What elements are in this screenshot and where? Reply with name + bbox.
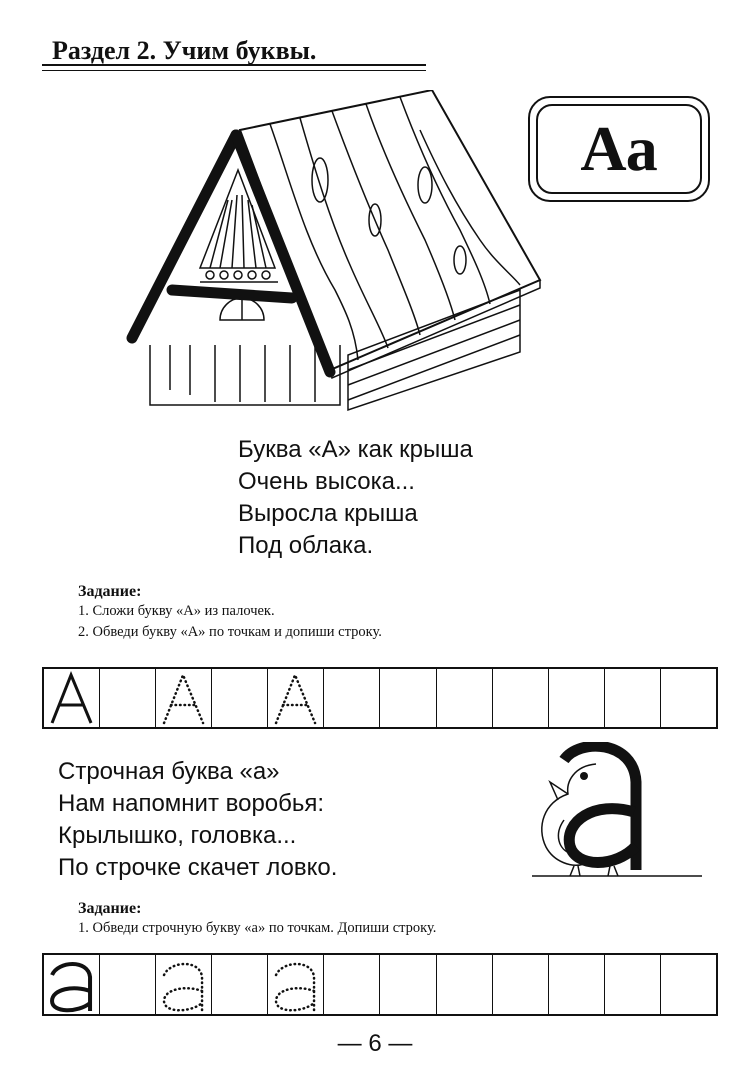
poem-line: Очень высока... — [238, 468, 415, 495]
task-line: 2. Обведи букву «А» по точкам и допиши строку. — [78, 624, 382, 640]
writing-row-uppercase — [42, 667, 718, 729]
poem-line: Выросла крыша — [238, 500, 418, 527]
writing-cell-trace[interactable] — [156, 669, 212, 727]
title-underline — [42, 64, 426, 66]
section-title: Раздел 2. Учим буквы. — [52, 36, 317, 65]
sparrow-letter-a-illustration — [524, 742, 714, 882]
poem-line: Строчная буква «а» — [58, 758, 280, 785]
title-underline-thin — [42, 70, 426, 71]
writing-cell-sample — [44, 669, 100, 727]
writing-cell[interactable] — [380, 669, 436, 727]
writing-cell[interactable] — [100, 669, 156, 727]
letter-a-lowercase-dotted-icon — [156, 955, 211, 1014]
writing-cell[interactable] — [549, 669, 605, 727]
writing-cell[interactable] — [212, 669, 268, 727]
task-heading: Задание: — [78, 583, 142, 600]
writing-cell-sample — [44, 955, 100, 1014]
poem-line: Под облака. — [238, 532, 374, 559]
letter-a-lowercase-dotted-icon — [268, 955, 323, 1014]
writing-cell-trace[interactable] — [268, 955, 324, 1014]
task-line: 1. Обведи строчную букву «а» по точкам. Допиши строку. — [78, 920, 437, 936]
poem-line: Буква «А» как крыша — [238, 436, 473, 463]
writing-cell[interactable] — [212, 955, 268, 1014]
page-number: — 6 — — [337, 1030, 413, 1057]
task-block-lowercase — [78, 900, 436, 939]
poem-lowercase-a — [58, 756, 337, 884]
letter-a-lowercase-sample-icon — [44, 955, 99, 1014]
writing-cell[interactable] — [493, 669, 549, 727]
letter-badge: Аа — [536, 104, 702, 194]
writing-cell[interactable] — [493, 955, 549, 1014]
writing-row-lowercase — [42, 953, 718, 1016]
writing-cell[interactable] — [661, 955, 716, 1014]
task-block-uppercase — [78, 583, 382, 643]
task-heading: Задание: — [78, 900, 142, 917]
writing-cell-trace[interactable] — [268, 669, 324, 727]
writing-cell-trace[interactable] — [156, 955, 212, 1014]
writing-cell[interactable] — [100, 955, 156, 1014]
poem-uppercase-a — [238, 434, 473, 562]
poem-line: Нам напомнит воробья: — [58, 790, 325, 817]
writing-cell[interactable] — [324, 669, 380, 727]
letter-badge-frame — [528, 96, 710, 202]
poem-line: Крылышко, головка... — [58, 822, 297, 849]
writing-cell[interactable] — [549, 955, 605, 1014]
letter-a-dotted-icon — [156, 669, 211, 727]
writing-cell[interactable] — [605, 669, 661, 727]
writing-cell[interactable] — [661, 669, 716, 727]
writing-cell[interactable] — [324, 955, 380, 1014]
writing-cell[interactable] — [437, 955, 493, 1014]
writing-cell[interactable] — [437, 669, 493, 727]
letter-a-sample-icon — [44, 669, 99, 727]
poem-line: По строчке скачет ловко. — [58, 854, 338, 881]
writing-cell[interactable] — [605, 955, 661, 1014]
task-line: 1. Сложи букву «А» из палочек. — [78, 603, 275, 619]
house-letter-a-illustration — [120, 90, 550, 420]
writing-cell[interactable] — [380, 955, 436, 1014]
letter-a-dotted-icon — [268, 669, 323, 727]
